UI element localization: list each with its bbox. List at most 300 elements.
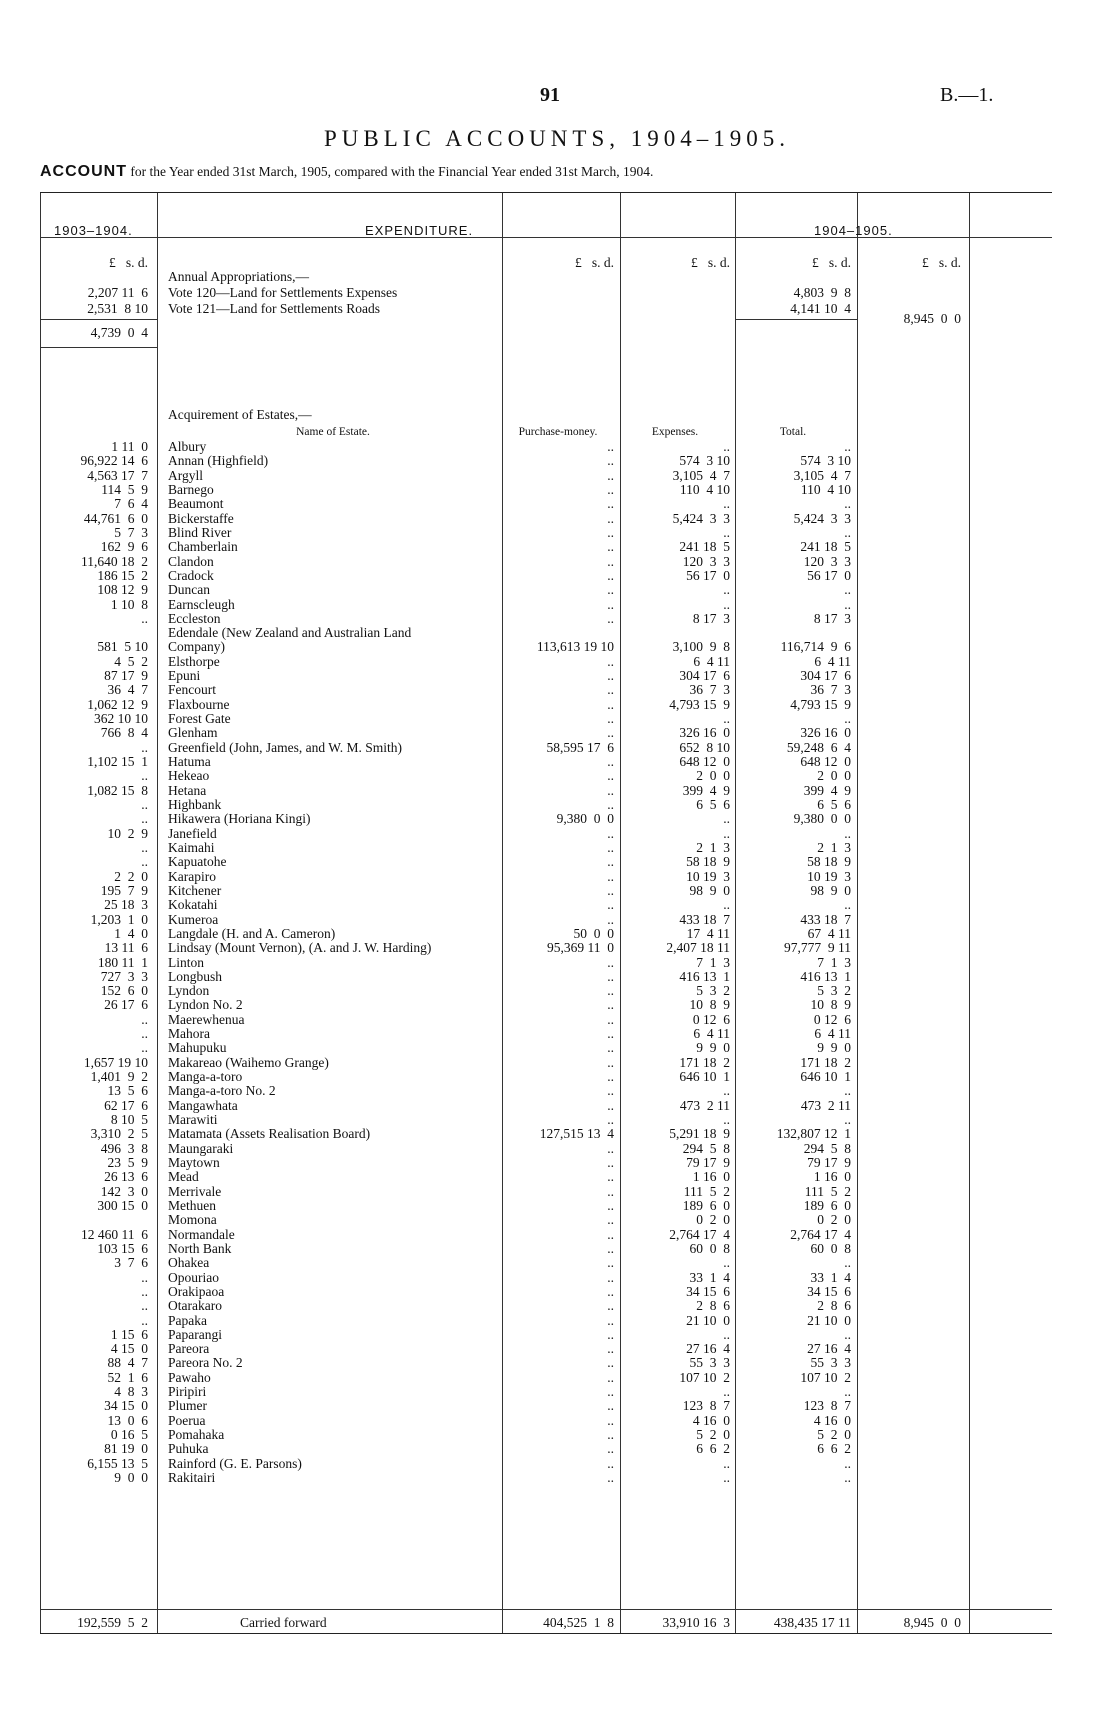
estate-name: Highbank: [168, 797, 222, 812]
estate-name: Rainford (G. E. Parsons): [168, 1455, 302, 1471]
estate-name: Plumer: [168, 1398, 207, 1414]
estate-expenses: 6 5 6: [696, 797, 730, 812]
estate-expenses: 2 1 3: [696, 839, 730, 855]
estate-expenses: 7 1 3: [696, 954, 730, 970]
estate-purchase-money: ..: [607, 997, 614, 1013]
estate-prev-year: 362 10 10: [94, 711, 148, 727]
estate-prev-year: 26 13 6: [104, 1169, 148, 1185]
estate-total: 55 3 3: [810, 1355, 851, 1371]
estate-purchase-money: ..: [607, 453, 614, 469]
estate-prev-year: 142 3 0: [100, 1183, 148, 1199]
estate-prev-year: 180 11 1: [97, 954, 148, 970]
estate-prev-year: 25 18 3: [104, 897, 148, 913]
carried-expenses: 33,910 16 3: [662, 1615, 730, 1630]
estate-prev-year: 44,761 6 0: [83, 510, 148, 526]
estate-name: Beaumont: [168, 496, 224, 512]
estate-name: Company): [168, 639, 225, 655]
estate-total: 2,764 17 4: [790, 1226, 851, 1242]
estate-name: Albury: [168, 439, 207, 454]
estate-prev-year: 7 6 4: [114, 496, 148, 512]
estate-expenses: 56 17 0: [686, 567, 730, 583]
estate-prev-year: 3,310 2 5: [90, 1126, 148, 1142]
estate-expenses: 0 12 6: [692, 1011, 730, 1027]
estate-prev-year: ..: [141, 1011, 148, 1027]
estate-prev-year: ..: [141, 811, 148, 827]
estate-expenses: 9 9 0: [696, 1040, 730, 1056]
estate-purchase-money: ..: [607, 1240, 614, 1256]
estate-purchase-money: ..: [607, 439, 614, 454]
estate-total: 5 3 2: [817, 983, 851, 999]
estate-expenses: 58 18 9: [686, 854, 730, 870]
estate-prev-year: ..: [141, 1283, 148, 1299]
estate-purchase-money: ..: [607, 1398, 614, 1414]
estate-purchase-money: ..: [607, 567, 614, 583]
estates-heading: Acquirement of Estates,—: [168, 407, 312, 422]
estate-prev-year: 114 5 9: [101, 481, 148, 497]
prev-year-amount: 2,531 8 10: [87, 300, 148, 316]
estate-name: Orakipaoa: [168, 1283, 225, 1299]
currency-label: £ s. d.: [690, 255, 730, 270]
carried-purchase-money: 404,525 1 8: [543, 1615, 614, 1630]
total-header: Total.: [779, 426, 807, 438]
estate-total: 7 1 3: [817, 954, 851, 970]
estate-expenses: 416 13 1: [679, 968, 730, 984]
estate-expenses: ..: [723, 1255, 730, 1271]
estate-prev-year: 1,062 12 9: [87, 696, 148, 712]
vote-description: Vote 121—Land for Settlements Roads: [168, 300, 380, 316]
estate-expenses: 110 4 10: [679, 481, 730, 497]
estate-expenses: 2 8 6: [696, 1298, 730, 1314]
estate-name: Otarakaro: [168, 1298, 222, 1314]
estate-name: Janefield: [168, 825, 217, 841]
estate-expenses: 294 5 8: [682, 1140, 730, 1156]
estate-prev-year: 4,563 17 7: [87, 467, 148, 483]
estate-total: 9 9 0: [817, 1040, 851, 1056]
estate-purchase-money: ..: [607, 797, 614, 812]
estate-total: 6 4 11: [814, 653, 851, 669]
estate-name: Longbush: [168, 968, 222, 984]
estate-purchase-money: ..: [607, 1384, 614, 1400]
estate-expenses: ..: [723, 596, 730, 612]
estate-name: Chamberlain: [168, 539, 238, 555]
estate-prev-year: 1 4 0: [114, 925, 148, 941]
estate-purchase-money: ..: [607, 524, 614, 540]
estate-prev-year: 496 3 8: [100, 1140, 148, 1156]
estate-purchase-money: ..: [607, 1369, 614, 1385]
estate-name: Methuen: [168, 1197, 216, 1213]
estate-name: Kumeroa: [168, 911, 219, 927]
estate-purchase-money: ..: [607, 1341, 614, 1357]
estate-purchase-money: ..: [607, 968, 614, 984]
vote-description: Vote 120—Land for Settlements Expenses: [168, 285, 398, 300]
estate-prev-year: 152 6 0: [100, 983, 148, 999]
estate-expenses: 8 17 3: [692, 610, 730, 626]
appropriations-heading: Annual Appropriations,—: [168, 269, 309, 284]
estate-prev-year: 581 5 10: [97, 639, 148, 655]
estate-name: Kaimahi: [168, 839, 215, 855]
estate-prev-year: 1,401 9 2: [90, 1069, 148, 1085]
estate-name: North Bank: [168, 1240, 232, 1256]
estate-prev-year: 766 8 4: [100, 725, 148, 741]
estate-expenses: 304 17 6: [679, 668, 730, 684]
estate-prev-year: 87 17 9: [104, 668, 148, 684]
estate-expenses: ..: [723, 439, 730, 454]
estate-name: Hekeao: [168, 768, 210, 784]
estate-expenses: 6 4 11: [693, 653, 730, 669]
estate-expenses: ..: [723, 1326, 730, 1342]
estate-name: Edendale (New Zealand and Australian Land: [168, 625, 412, 641]
estate-name: Clandon: [168, 553, 214, 569]
estate-purchase-money: ..: [607, 897, 614, 913]
estate-name: Ohakea: [168, 1255, 210, 1271]
currency-label: £ s. d.: [811, 255, 851, 270]
estate-prev-year: 5 7 3: [114, 524, 148, 540]
estate-total: 326 16 0: [800, 725, 851, 741]
estate-name: Mahora: [168, 1026, 210, 1042]
estate-total: 646 10 1: [800, 1069, 851, 1085]
estate-expenses: 5,424 3 3: [672, 510, 730, 526]
estate-total: 5 2 0: [817, 1427, 851, 1443]
estate-purchase-money: ..: [607, 882, 614, 898]
estate-purchase-money: ..: [607, 596, 614, 612]
estate-total: 27 16 4: [807, 1341, 851, 1357]
estate-prev-year: 1 11 0: [111, 439, 148, 454]
estate-purchase-money: ..: [607, 1169, 614, 1185]
estate-prev-year: 162 9 6: [100, 539, 148, 555]
estate-purchase-money: ..: [607, 496, 614, 512]
estate-purchase-money: ..: [607, 1412, 614, 1428]
subtitle-text: for the Year ended 31st March, 1905, compared with the Financial Year ended 31st March, 1904.: [130, 164, 654, 179]
estate-total: ..: [844, 1112, 851, 1128]
estate-purchase-money: ..: [607, 1455, 614, 1471]
estate-name: Barnego: [168, 481, 214, 497]
estate-purchase-money: ..: [607, 1097, 614, 1113]
column-header-expenditure: EXPENDITURE.: [365, 223, 474, 238]
estate-purchase-money: ..: [607, 1040, 614, 1056]
estate-total: 2 0 0: [817, 768, 851, 784]
estate-prev-year: 195 7 9: [100, 882, 148, 898]
estate-purchase-money: ..: [607, 725, 614, 741]
estate-prev-year: 13 5 6: [107, 1083, 148, 1099]
estate-total: ..: [844, 596, 851, 612]
estate-expenses: 433 18 7: [679, 911, 730, 927]
estate-name: Langdale (H. and A. Cameron): [168, 925, 336, 941]
estate-expenses: 6 4 11: [693, 1026, 730, 1042]
prev-year-subtotal: 4,739 0 4: [90, 325, 148, 340]
estate-total: 60 0 8: [810, 1240, 851, 1256]
estate-expenses: ..: [723, 524, 730, 540]
estate-purchase-money: 95,369 11 0: [547, 940, 614, 956]
estate-purchase-money: 58,595 17 6: [546, 739, 614, 755]
estate-prev-year: ..: [141, 1026, 148, 1042]
estate-expenses: 98 9 0: [689, 882, 730, 898]
estate-total: ..: [844, 439, 851, 454]
estate-expenses: 34 15 6: [686, 1283, 730, 1299]
estate-total: 120 3 3: [803, 553, 851, 569]
estate-total: 111 5 2: [804, 1183, 851, 1199]
estate-total: ..: [844, 1384, 851, 1400]
estate-total: 97,777 9 11: [784, 940, 851, 956]
estate-total: 34 15 6: [807, 1283, 851, 1299]
estate-total: 3,105 4 7: [793, 467, 851, 483]
estate-name: Lindsay (Mount Vernon), (A. and J. W. Harding): [168, 940, 432, 956]
subtitle: [40, 163, 653, 181]
estate-purchase-money: ..: [607, 1427, 614, 1443]
estate-expenses: 107 10 2: [679, 1369, 730, 1385]
estate-purchase-money: 113,613 19 10: [536, 639, 614, 655]
estate-name: Elsthorpe: [168, 653, 220, 669]
estate-name: Pomahaka: [168, 1427, 225, 1443]
estate-prev-year: ..: [141, 1269, 148, 1285]
estate-purchase-money: ..: [607, 754, 614, 770]
estate-prev-year: ..: [141, 768, 148, 784]
estate-total: 433 18 7: [800, 911, 851, 927]
estate-name: Cradock: [168, 567, 214, 583]
estate-name: Manga-a-toro No. 2: [168, 1083, 276, 1099]
estate-purchase-money: ..: [607, 911, 614, 927]
estate-total: 6 4 11: [814, 1026, 851, 1042]
column-header-1903: 1903–1904.: [54, 223, 133, 238]
estate-name: Opouriao: [168, 1269, 219, 1285]
estate-expenses: 10 19 3: [686, 868, 730, 884]
estate-expenses: 120 3 3: [682, 553, 730, 569]
estate-expenses: 574 3 10: [679, 453, 730, 469]
carried-grand-total: 8,945 0 0: [903, 1615, 961, 1630]
estate-purchase-money: ..: [607, 839, 614, 855]
carried-forward-label: Carried forward: [240, 1615, 327, 1630]
estate-total: 21 10 0: [807, 1312, 851, 1328]
prev-year-amount: 2,207 11 6: [87, 285, 148, 300]
estate-prev-year: 727 3 3: [100, 968, 148, 984]
estate-prev-year: 13 11 6: [104, 940, 148, 956]
estate-name: Matamata (Assets Realisation Board): [168, 1126, 371, 1142]
estate-expenses: 5 3 2: [696, 983, 730, 999]
estate-total: 33 1 4: [810, 1269, 851, 1285]
estate-expenses: ..: [723, 825, 730, 841]
estate-expenses: 3,105 4 7: [672, 467, 730, 483]
estate-name: Merrivale: [168, 1183, 222, 1199]
estate-total: ..: [844, 711, 851, 727]
vote-total: 4,141 10 4: [790, 300, 851, 316]
estate-expenses: 60 0 8: [689, 1240, 730, 1256]
estate-prev-year: ..: [141, 1312, 148, 1328]
estate-purchase-money: ..: [607, 1112, 614, 1128]
estate-purchase-money: ..: [607, 983, 614, 999]
estate-expenses: 1 16 0: [692, 1169, 730, 1185]
document-reference: B.—1.: [940, 84, 994, 106]
estate-total: 59,248 6 4: [786, 739, 851, 755]
estate-prev-year: 34 15 0: [104, 1398, 148, 1414]
estate-prev-year: 11,640 18 2: [81, 553, 148, 569]
estate-total: 58 18 9: [807, 854, 851, 870]
estate-expenses: ..: [723, 1470, 730, 1486]
estate-prev-year: ..: [141, 1298, 148, 1314]
estate-total: 6 5 6: [817, 797, 851, 812]
estate-name: Mead: [168, 1169, 199, 1185]
name-of-estate-header: Name of Estate.: [296, 426, 370, 438]
estate-total: ..: [844, 1326, 851, 1342]
estate-prev-year: 4 5 2: [114, 653, 148, 669]
estate-total: 5,424 3 3: [793, 510, 851, 526]
currency-label: £ s. d.: [574, 255, 614, 270]
appropriations-grand-total: 8,945 0 0: [903, 311, 961, 326]
estate-prev-year: ..: [141, 839, 148, 855]
estate-purchase-money: ..: [607, 825, 614, 841]
estate-prev-year: 8 10 5: [110, 1112, 148, 1128]
estate-expenses: 79 17 9: [686, 1155, 730, 1170]
estate-total: 116,714 9 6: [780, 639, 851, 655]
estate-name: Pareora: [168, 1341, 210, 1357]
estate-purchase-money: ..: [607, 553, 614, 569]
estate-prev-year: 103 15 6: [97, 1240, 148, 1256]
vote-total: 4,803 9 8: [793, 285, 851, 300]
estate-expenses: 2,407 18 11: [666, 940, 730, 956]
estate-expenses: 17 4 11: [686, 925, 730, 941]
estate-purchase-money: ..: [607, 1255, 614, 1271]
estate-total: 0 2 0: [817, 1212, 851, 1228]
estate-total: 67 4 11: [807, 925, 851, 941]
estate-name: Hetana: [168, 782, 207, 798]
estate-prev-year: 13 0 6: [107, 1412, 148, 1428]
estate-name: Flaxbourne: [168, 696, 230, 712]
estate-name: Lyndon: [168, 983, 210, 999]
estate-purchase-money: ..: [607, 1155, 614, 1170]
estate-prev-year: 52 1 6: [107, 1369, 148, 1385]
estate-total: ..: [844, 1255, 851, 1271]
estate-total: 6 6 2: [817, 1441, 851, 1457]
estate-total: 9,380 0 0: [793, 811, 851, 827]
estate-expenses: 652 8 10: [679, 739, 730, 755]
estate-name: Annan (Highfield): [168, 453, 269, 469]
estate-name: Karapiro: [168, 868, 216, 884]
estate-expenses: 399 4 9: [682, 782, 730, 798]
estate-purchase-money: ..: [607, 1026, 614, 1042]
estate-total: ..: [844, 897, 851, 913]
estate-total: 2 8 6: [817, 1298, 851, 1314]
estate-name: Pawaho: [168, 1369, 211, 1385]
estate-name: Normandale: [168, 1226, 235, 1242]
estate-name: Mangawhata: [168, 1097, 238, 1113]
estate-name: Manga-a-toro: [168, 1069, 243, 1085]
estate-name: Epuni: [168, 668, 201, 684]
estate-total: 241 18 5: [800, 539, 851, 555]
estate-name: Marawiti: [168, 1112, 218, 1128]
estate-expenses: 111 5 2: [683, 1183, 730, 1199]
page-number: 91: [540, 84, 560, 106]
estate-purchase-money: ..: [607, 1355, 614, 1371]
estate-expenses: ..: [723, 711, 730, 727]
estate-expenses: 189 6 0: [682, 1197, 730, 1213]
estate-prev-year: 0 16 5: [110, 1427, 148, 1443]
estate-expenses: 123 8 7: [682, 1398, 730, 1414]
estate-total: 132,807 12 1: [776, 1126, 851, 1142]
estate-expenses: 55 3 3: [689, 1355, 730, 1371]
estate-name: Hatuma: [168, 754, 211, 770]
estate-expenses: 5,291 18 9: [669, 1126, 730, 1142]
estate-purchase-money: ..: [607, 610, 614, 626]
estate-name: Hikawera (Horiana Kingi): [168, 811, 311, 827]
expenses-header: Expenses.: [651, 426, 699, 438]
estate-expenses: ..: [723, 1112, 730, 1128]
carried-total: 438,435 17 11: [773, 1615, 851, 1630]
estate-expenses: 10 8 9: [689, 997, 730, 1013]
estate-purchase-money: ..: [607, 711, 614, 727]
estate-purchase-money: ..: [607, 1140, 614, 1156]
estate-name: Rakitairi: [168, 1470, 216, 1486]
estate-total: 1 16 0: [813, 1169, 851, 1185]
estate-prev-year: 6,155 13 5: [87, 1455, 148, 1471]
estate-purchase-money: ..: [607, 1470, 614, 1486]
estate-total: 473 2 11: [800, 1097, 851, 1113]
estate-prev-year: 1,657 19 10: [83, 1054, 148, 1070]
estate-prev-year: 4 15 0: [110, 1341, 148, 1357]
estate-total: 8 17 3: [813, 610, 851, 626]
estate-name: Forest Gate: [168, 711, 231, 727]
accounts-table: [40, 192, 1052, 1634]
estate-total: 4,793 15 9: [790, 696, 851, 712]
estate-total: ..: [844, 825, 851, 841]
estate-prev-year: 81 19 0: [104, 1441, 148, 1457]
estate-prev-year: 1,102 15 1: [87, 754, 148, 770]
estate-total: 416 13 1: [800, 968, 851, 984]
estate-name: Maungaraki: [168, 1140, 234, 1156]
estate-prev-year: 3 7 6: [114, 1255, 148, 1271]
estate-purchase-money: ..: [607, 539, 614, 555]
estate-total: 399 4 9: [803, 782, 851, 798]
estate-prev-year: 300 15 0: [97, 1197, 148, 1213]
estate-total: 98 9 0: [810, 882, 851, 898]
estate-name: Poerua: [168, 1412, 206, 1428]
estate-expenses: 5 2 0: [696, 1427, 730, 1443]
purchase-money-header: Purchase-money.: [518, 426, 598, 438]
estate-purchase-money: ..: [607, 653, 614, 669]
estate-prev-year: 1 10 8: [110, 596, 148, 612]
estate-total: 56 17 0: [807, 567, 851, 583]
estate-expenses: ..: [723, 496, 730, 512]
estate-purchase-money: ..: [607, 1226, 614, 1242]
estate-name: Fencourt: [168, 682, 216, 698]
estate-purchase-money: ..: [607, 467, 614, 483]
estate-purchase-money: 9,380 0 0: [556, 811, 614, 827]
estate-name: Maytown: [168, 1155, 220, 1170]
estate-purchase-money: ..: [607, 510, 614, 526]
estate-total: 2 1 3: [817, 839, 851, 855]
estate-purchase-money: ..: [607, 481, 614, 497]
estate-name: Kapuatohe: [168, 854, 227, 870]
estate-expenses: ..: [723, 1083, 730, 1099]
estate-purchase-money: ..: [607, 1326, 614, 1342]
estate-prev-year: 23 5 9: [107, 1155, 148, 1170]
estate-expenses: 241 18 5: [679, 539, 730, 555]
estate-name: Eccleston: [168, 610, 221, 626]
estate-expenses: 0 2 0: [696, 1212, 730, 1228]
estate-total: 189 6 0: [803, 1197, 851, 1213]
estate-total: 294 5 8: [803, 1140, 851, 1156]
estate-prev-year: ..: [141, 610, 148, 626]
estate-purchase-money: ..: [607, 954, 614, 970]
estate-expenses: ..: [723, 582, 730, 598]
estate-prev-year: 108 12 9: [97, 582, 148, 598]
estate-expenses: 648 12 0: [679, 754, 730, 770]
estate-expenses: 4 16 0: [692, 1412, 730, 1428]
estate-name: Puhuka: [168, 1441, 209, 1457]
estate-prev-year: 36 4 7: [107, 682, 148, 698]
estate-total: 123 8 7: [803, 1398, 851, 1414]
estate-name: Mahupuku: [168, 1040, 227, 1056]
estate-expenses: 2 0 0: [696, 768, 730, 784]
carried-prev-year: 192,559 5 2: [77, 1615, 148, 1630]
estate-prev-year: 1,082 15 8: [87, 782, 148, 798]
